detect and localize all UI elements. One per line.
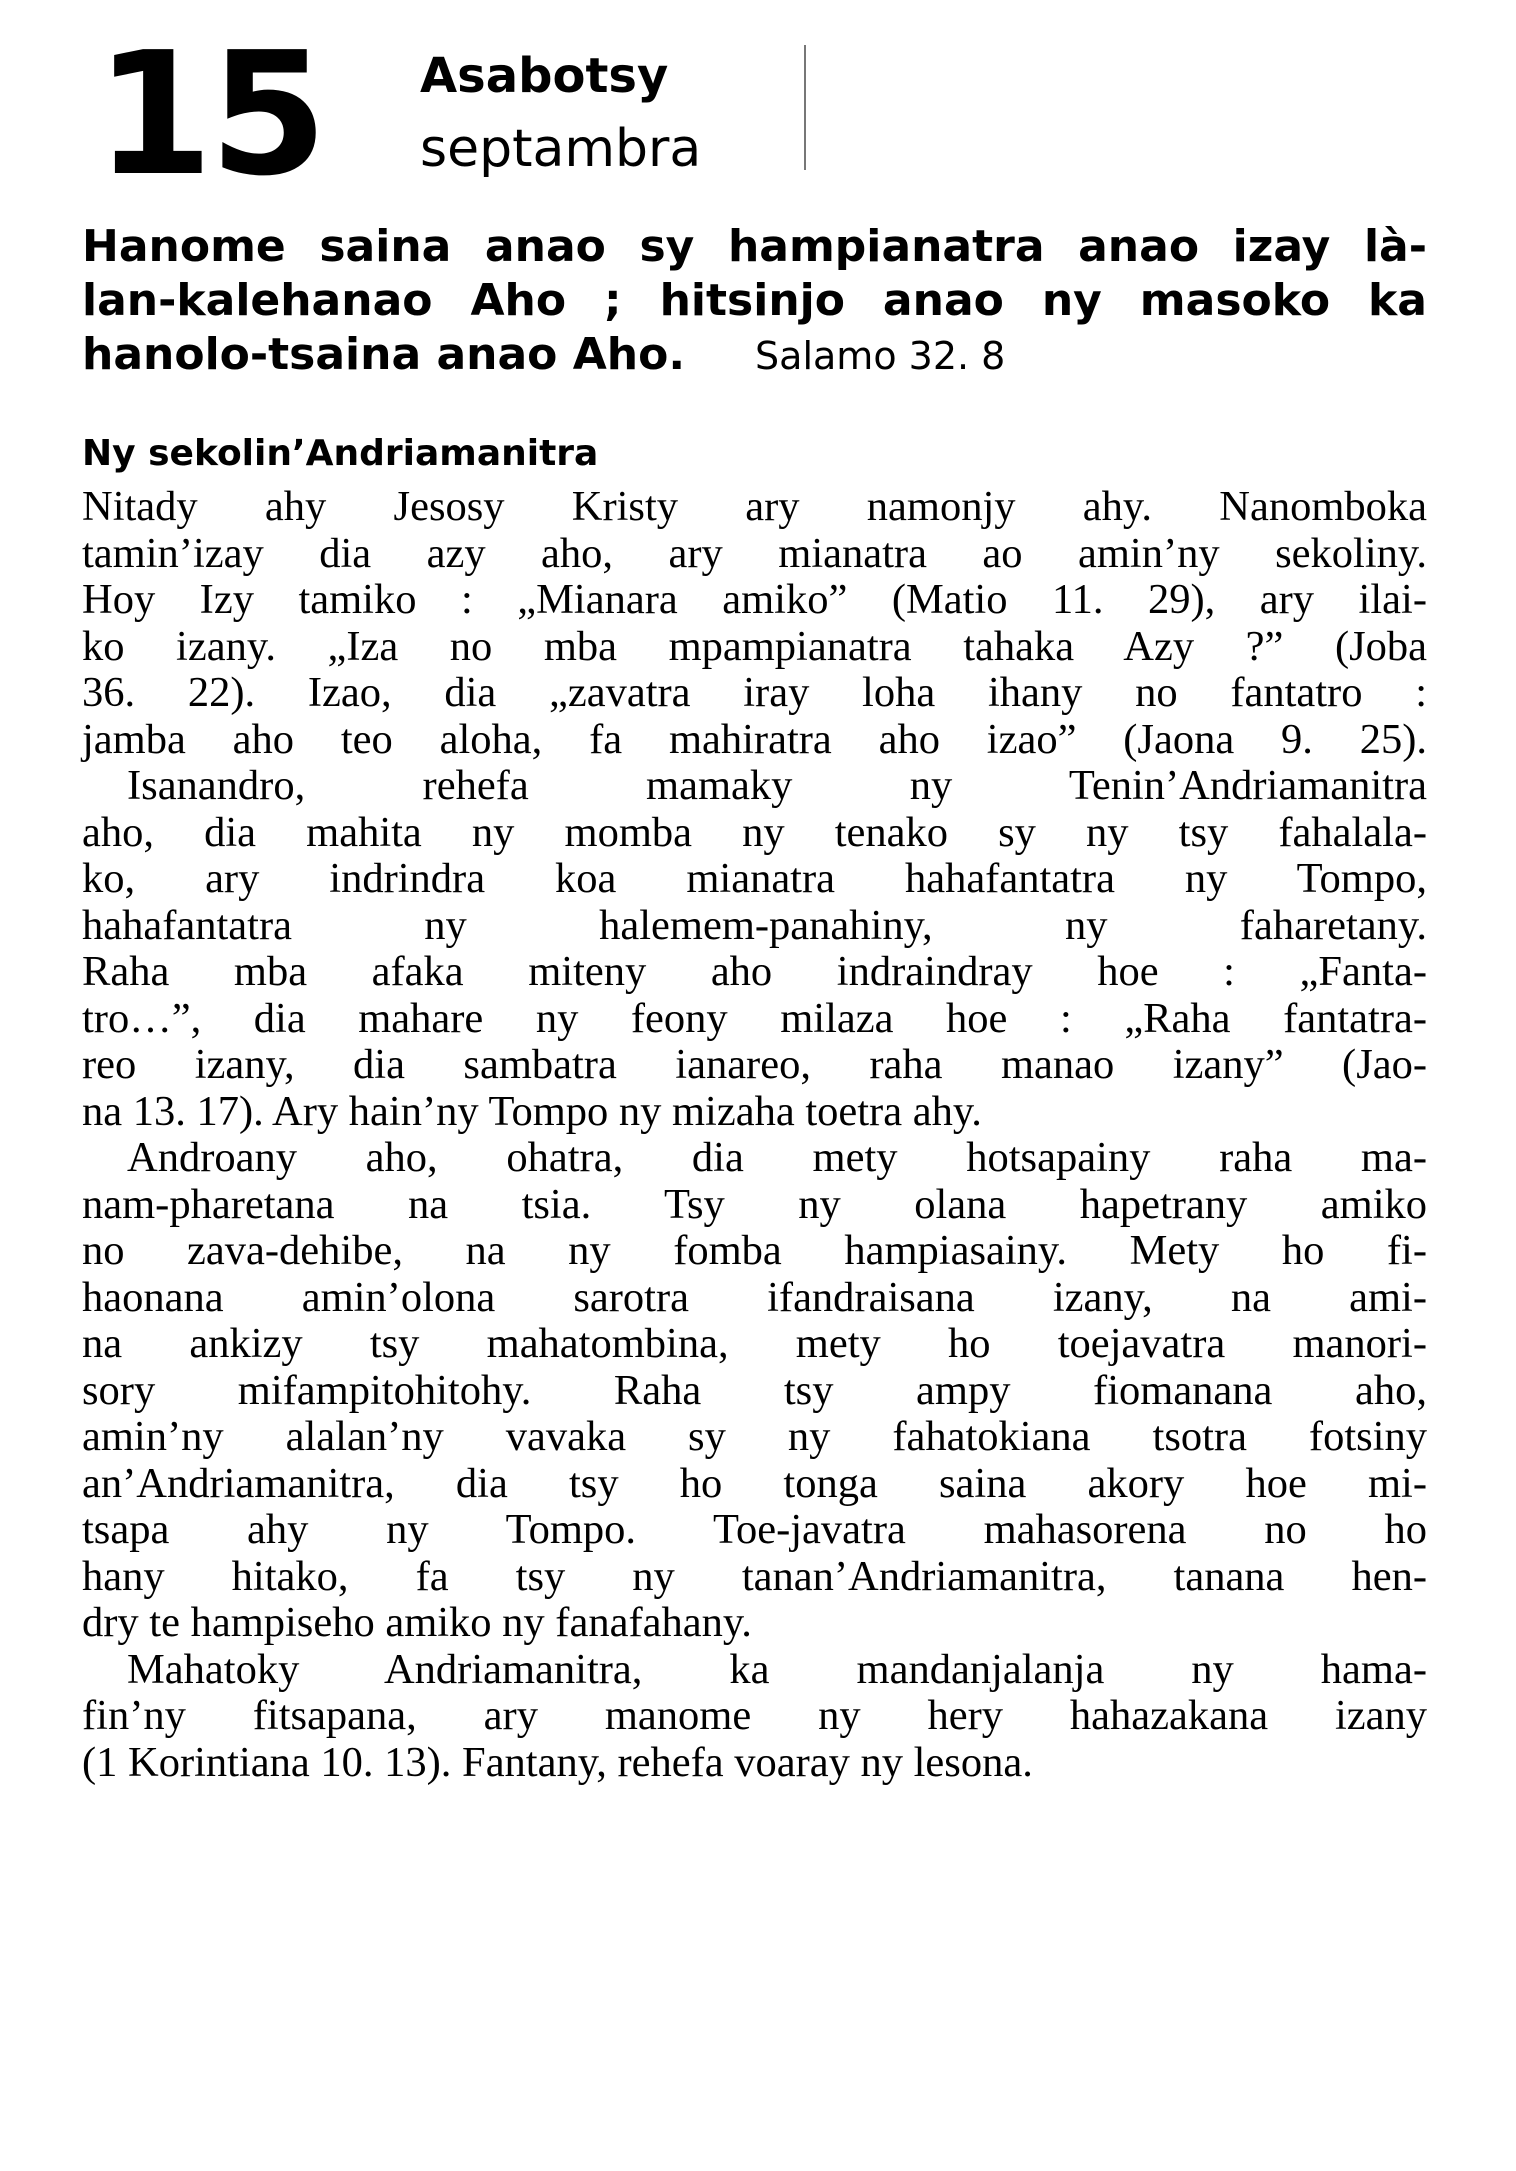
header-divider — [804, 45, 806, 170]
verse-line: lan-kalehanao Aho ; hitsinjo anao ny masoko ka — [82, 275, 1427, 326]
daily-verse — [82, 220, 1427, 383]
paragraph-line: no zava-dehibe, na ny fomba hampiasainy. Mety ho fi- — [82, 1227, 1427, 1274]
day-number: 15 — [95, 16, 324, 214]
paragraph-line: tro…”, dia mahare ny feony milaza hoe : „Raha fantatra- — [82, 994, 1427, 1042]
body-text — [82, 484, 1427, 1786]
paragraph-line: na ankizy tsy mahatombina, mety ho toejavatra manori- — [82, 1320, 1427, 1367]
paragraph-line: ko, ary indrindra koa mianatra hahafantatra ny Tompo, — [82, 855, 1427, 902]
paragraph-line: Mahatoky Andriamanitra, ka mandanjalanja ny hama- — [127, 1645, 1427, 1693]
paragraph-line: fin’ny fitsapana, ary manome ny hery hahazakana izany — [82, 1692, 1427, 1739]
paragraph-line: ko izany. „Iza no mba mpampianatra tahaka Azy ?” (Joba — [82, 622, 1427, 670]
paragraph-line: 36. 22). Izao, dia „zavatra iray loha ihany no fantatro : — [82, 669, 1427, 716]
paragraph-line: tamin’izay dia azy aho, ary mianatra ao amin’ny sekoliny. — [82, 529, 1427, 577]
paragraph-line: aho, dia mahita ny momba ny tenako sy ny tsy fahalala- — [82, 808, 1427, 856]
paragraph-line: Hoy Izy tamiko : „Mianara amiko” (Matio 11. 29), ary ilai- — [82, 576, 1427, 623]
verse-reference: Salamo 32. 8 — [755, 334, 1006, 378]
weekday: Asabotsy — [420, 48, 669, 104]
paragraph-line: dry te hampiseho amiko ny fanafahany. — [82, 1599, 752, 1646]
section-title: Ny sekolin’Andriamanitra — [82, 433, 599, 474]
paragraph-line: (1 Korintiana 10. 13). Fantany, rehefa voaray ny lesona. — [82, 1738, 1033, 1786]
paragraph-line: tsapa ahy ny Tompo. Toe-javatra mahasorena no ho — [82, 1506, 1427, 1553]
paragraph-line: reo izany, dia sambatra ianareo, raha manao izany” (Jao- — [82, 1041, 1427, 1088]
paragraph-line: Nitady ahy Jesosy Kristy ary namonjy ahy. Nanomboka — [82, 483, 1427, 530]
paragraph-line: sory mifampitohitohy. Raha tsy ampy fiomanana aho, — [82, 1366, 1427, 1414]
verse-line — [82, 328, 1427, 383]
paragraph-line: nam-pharetana na tsia. Tsy ny olana hapetrany amiko — [82, 1180, 1427, 1228]
paragraph-line: hany hitako, fa tsy ny tanan’Andriamanitra, tanana hen- — [82, 1552, 1427, 1600]
paragraph-line: jamba aho teo aloha, fa mahiratra aho izao” (Jaona 9. 25). — [82, 715, 1427, 763]
paragraph-line: Raha mba afaka miteny aho indraindray hoe : „Fanta- — [82, 948, 1427, 995]
paragraph-line: na 13. 17). Ary hain’ny Tompo ny mizaha toetra ahy. — [82, 1087, 982, 1135]
verse-line: Hanome saina anao sy hampianatra anao izay là- — [82, 221, 1427, 272]
paragraph-line: an’Andriamanitra, dia tsy ho tonga saina akory hoe mi- — [82, 1459, 1427, 1507]
paragraph-line: haonana amin’olona sarotra ifandraisana izany, na ami- — [82, 1273, 1427, 1321]
paragraph-line: Androany aho, ohatra, dia mety hotsapainy raha ma- — [127, 1134, 1427, 1181]
paragraph-line: amin’ny alalan’ny vavaka sy ny fahatokiana tsotra fotsiny — [82, 1413, 1427, 1460]
paragraph-line: Isanandro, rehefa mamaky ny Tenin’Andriamanitra — [127, 762, 1427, 809]
paragraph-line: hahafantatra ny halemem-panahiny, ny faharetany. — [82, 901, 1427, 949]
month: septambra — [420, 119, 702, 179]
verse-line-text: hanolo-tsaina anao Aho. — [82, 329, 686, 380]
